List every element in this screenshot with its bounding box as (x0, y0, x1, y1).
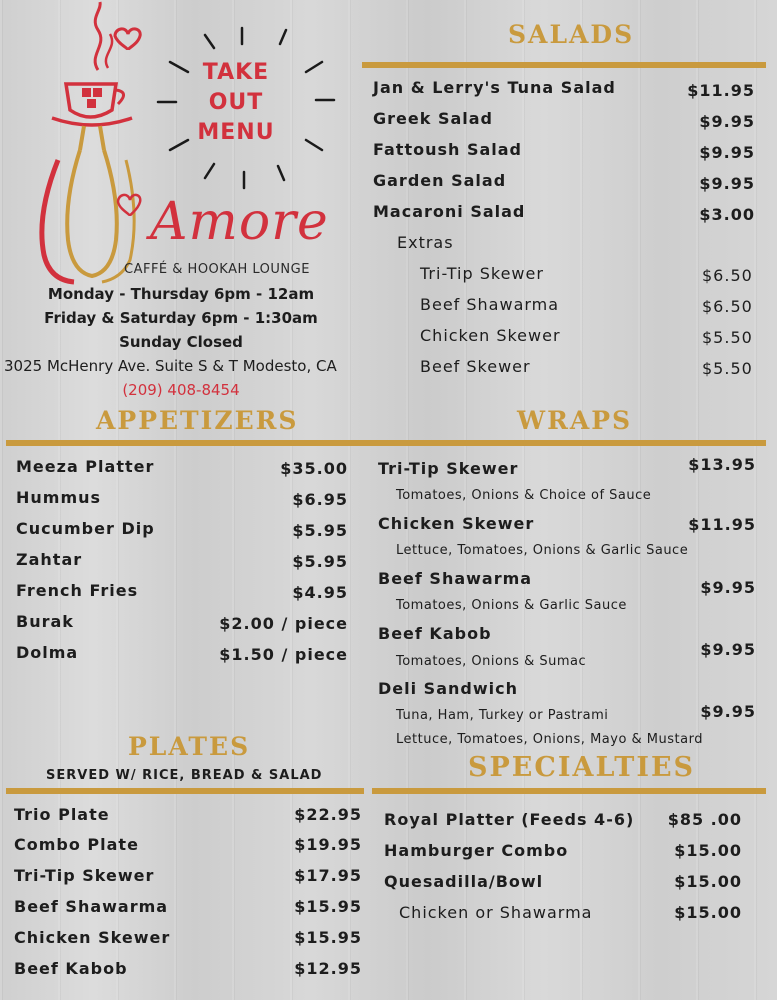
appetizer-item-name: Dolma (16, 643, 79, 662)
plate-item-name: Combo Plate (14, 835, 139, 854)
wrap-item-price: $9.95 (700, 702, 756, 721)
specialty-item-name: Royal Platter (Feeds 4-6) (384, 810, 635, 829)
plate-item-price: $17.95 (294, 866, 362, 885)
wrap-item-name: Deli Sandwich (378, 679, 518, 698)
wrap-item-description: Tomatoes, Onions & Garlic Sauce (396, 598, 627, 613)
extra-item-name: Beef Skewer (420, 357, 531, 376)
appetizers-title: APPETIZERS (96, 406, 299, 435)
specialty-item-price: $15.00 (674, 872, 742, 891)
wrap-item-price: $9.95 (700, 578, 756, 597)
appetizer-item-name: Meeza Platter (16, 457, 155, 476)
plate-item-name: Beef Kabob (14, 959, 128, 978)
wrap-item-price: $11.95 (688, 515, 756, 534)
extras-label: Extras (397, 233, 454, 252)
hours-sunday: Sunday Closed (119, 333, 243, 351)
wrap-item-description: Lettuce, Tomatoes, Onions & Garlic Sauce (396, 543, 689, 558)
take-out-badge (176, 58, 296, 148)
wrap-item-description: Tomatoes, Onions & Choice of Sauce (396, 488, 652, 503)
plate-item-price: $12.95 (294, 959, 362, 978)
plates-subtitle: SERVED W/ RICE, BREAD & SALAD (46, 768, 323, 783)
plate-item-price: $22.95 (294, 805, 362, 824)
extra-item-price: $6.50 (702, 297, 753, 316)
salad-item-name: Fattoush Salad (373, 140, 523, 159)
extra-item-name: Chicken Skewer (420, 326, 561, 345)
specialty-item-price: $15.00 (674, 841, 742, 860)
hours-weekday: Monday - Thursday 6pm - 12am (47, 285, 315, 303)
appetizer-item-price: $1.50 / piece (219, 645, 348, 664)
extra-item-name: Tri-Tip Skewer (420, 264, 544, 283)
wrap-item-name: Tri-Tip Skewer (378, 459, 519, 478)
badge-line-take: TAKE (202, 60, 270, 85)
badge-line-menu: MENU (197, 120, 275, 145)
appetizer-item-name: Hummus (16, 488, 102, 507)
specialty-option-name: Chicken or Shawarma (399, 903, 593, 922)
plate-item-name: Chicken Skewer (14, 928, 171, 947)
plates-title: PLATES (128, 732, 251, 761)
logo-tagline: CAFFÉ & HOOKAH LOUNGE (124, 262, 310, 277)
badge-line-out: OUT (208, 90, 264, 115)
plate-item-name: Trio Plate (14, 805, 110, 824)
specialty-item-name: Quesadilla/Bowl (384, 872, 544, 891)
salad-item-price: $9.95 (699, 112, 755, 131)
wrap-item-price: $13.95 (688, 455, 756, 474)
plate-item-name: Tri-Tip Skewer (14, 866, 155, 885)
salad-item-name: Garden Salad (373, 171, 507, 190)
salad-item-name: Greek Salad (373, 109, 493, 128)
extra-item-price: $6.50 (702, 266, 753, 285)
specialty-option-price: $15.00 (674, 903, 742, 922)
appetizer-item-price: $2.00 / piece (219, 614, 348, 633)
wrap-item-name: Chicken Skewer (378, 514, 535, 533)
salads-divider (362, 62, 766, 68)
specialties-divider (372, 788, 766, 794)
address: 3025 McHenry Ave. Suite S & T Modesto, CA (4, 357, 337, 375)
extra-item-price: $5.50 (702, 328, 753, 347)
plate-item-name: Beef Shawarma (14, 897, 169, 916)
salad-item-price: $3.00 (699, 205, 755, 224)
appetizer-item-name: Cucumber Dip (16, 519, 155, 538)
appetizer-item-price: $5.95 (292, 521, 348, 540)
wrap-item-description: Tomatoes, Onions & Sumac (396, 654, 587, 669)
plate-item-price: $19.95 (294, 835, 362, 854)
logo-wordmark: Amore (150, 192, 329, 252)
extra-item-price: $5.50 (702, 359, 753, 378)
specialty-item-price: $85 .00 (667, 810, 742, 829)
salads-title: SALADS (508, 20, 635, 49)
appetizer-item-price: $35.00 (280, 459, 348, 478)
salad-item-name: Jan & Lerry's Tuna Salad (373, 78, 616, 97)
salad-item-price: $9.95 (699, 174, 755, 193)
specialty-item-name: Hamburger Combo (384, 841, 569, 860)
appetizer-item-price: $6.95 (292, 490, 348, 509)
specialties-title: SPECIALTIES (468, 752, 696, 783)
extra-item-name: Beef Shawarma (420, 295, 560, 314)
wraps-title: WRAPS (517, 406, 633, 435)
salad-item-name: Macaroni Salad (373, 202, 526, 221)
appetizer-item-name: Zahtar (16, 550, 83, 569)
wrap-item-price: $9.95 (700, 640, 756, 659)
appetizer-item-price: $5.95 (292, 552, 348, 571)
phone-number[interactable]: (209) 408-8454 (122, 381, 240, 399)
salad-item-price: $11.95 (687, 81, 755, 100)
plate-item-price: $15.95 (294, 928, 362, 947)
appetizer-item-name: Burak (16, 612, 74, 631)
middle-divider (6, 440, 766, 446)
wrap-item-name: Beef Kabob (378, 624, 492, 643)
plates-divider (6, 788, 364, 794)
appetizer-item-name: French Fries (16, 581, 139, 600)
appetizer-item-price: $4.95 (292, 583, 348, 602)
salad-item-price: $9.95 (699, 143, 755, 162)
wrap-item-name: Beef Shawarma (378, 569, 533, 588)
wrap-item-description-line2: Lettuce, Tomatoes, Onions, Mayo & Mustard (396, 732, 703, 747)
wrap-item-description: Tuna, Ham, Turkey or Pastrami (396, 708, 609, 723)
plate-item-price: $15.95 (294, 897, 362, 916)
hours-weekend: Friday & Saturday 6pm - 1:30am (44, 309, 318, 327)
